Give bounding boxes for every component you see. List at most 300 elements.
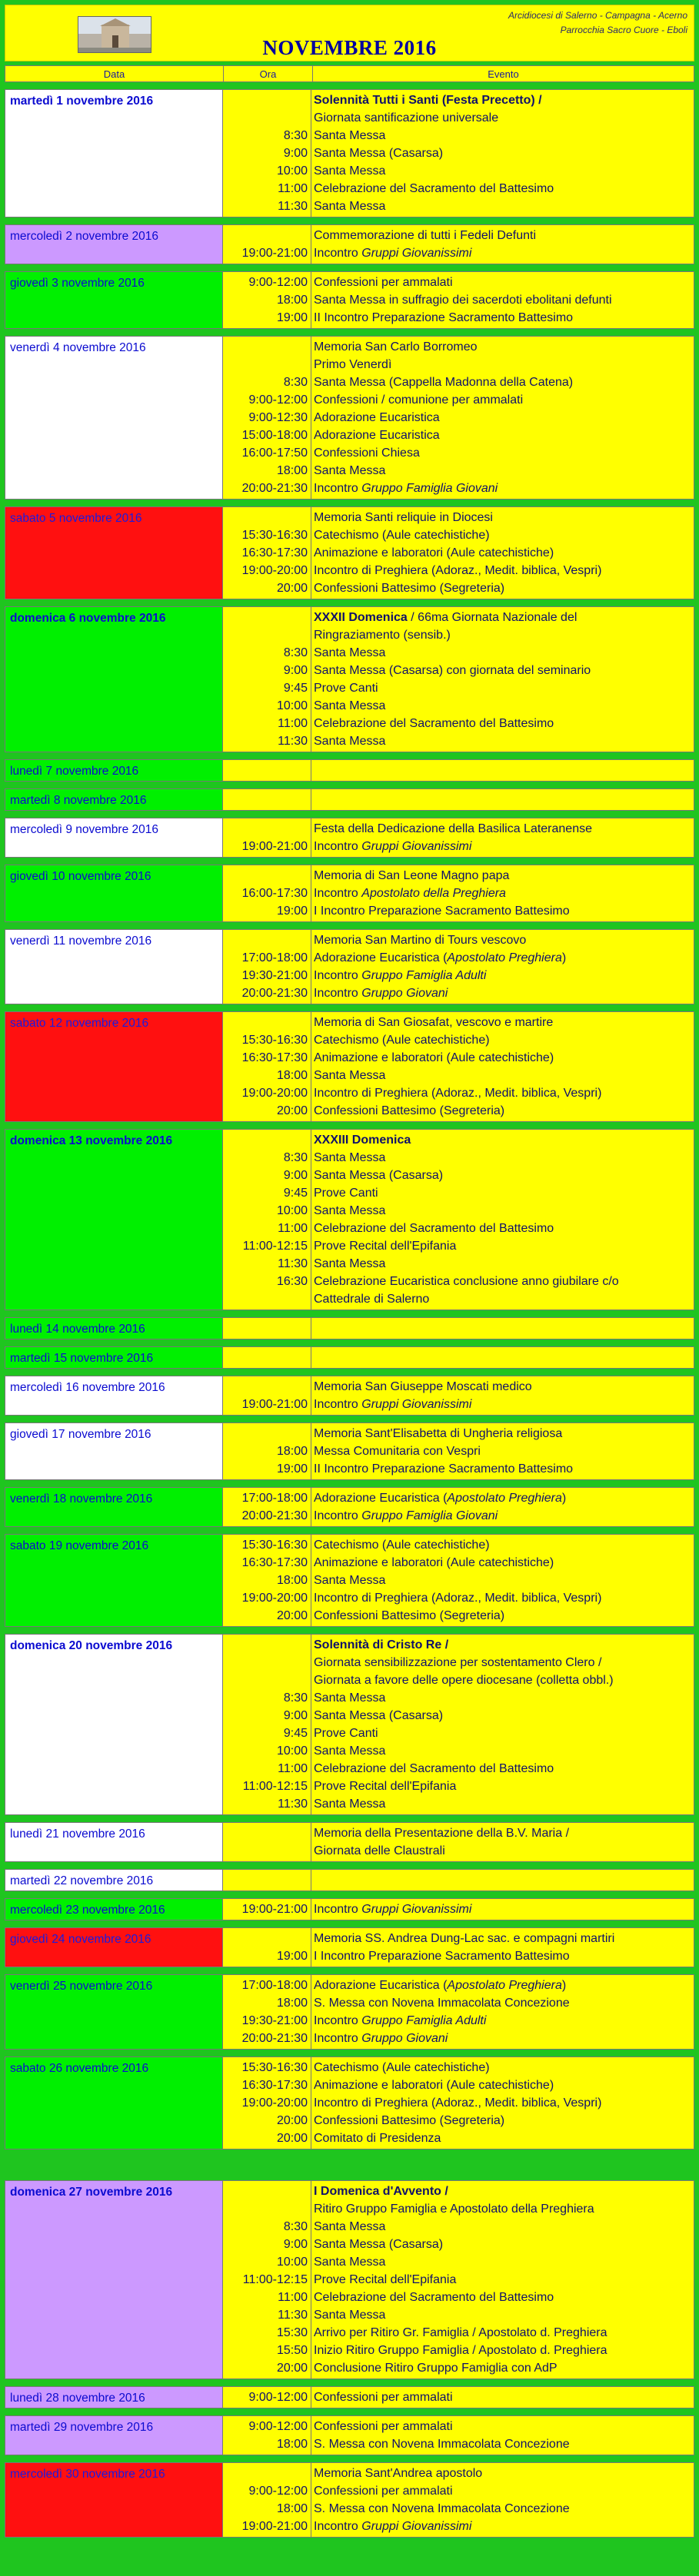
event-group-name: Gruppo Famiglia Adulti xyxy=(361,969,487,982)
day-row xyxy=(5,865,694,922)
event-time: 17:00-18:00 xyxy=(241,1492,308,1505)
day-date: domenica 27 novembre 2016 xyxy=(5,2181,223,2378)
event-description xyxy=(314,1589,694,1607)
day-events xyxy=(311,1318,694,1339)
event-description xyxy=(314,1255,694,1273)
event-time: 20:00-21:30 xyxy=(241,987,308,1000)
event-time: 9:00 xyxy=(283,664,308,677)
day-events xyxy=(311,1347,694,1368)
event-time xyxy=(223,867,308,885)
event-time: 11:00-12:15 xyxy=(242,1240,308,1253)
event-description xyxy=(314,1671,694,1689)
event-text: Memoria Sant'Andrea apostolo xyxy=(314,2467,483,2480)
event-description xyxy=(314,1489,694,1507)
event-text: II Incontro Preparazione Sacramento Battesimo xyxy=(314,1462,574,1476)
event-time: 8:30 xyxy=(283,2220,308,2233)
event-time: 9:00 xyxy=(283,1169,308,1182)
event-text: Celebrazione Eucaristica conclusione anno giubilare c/o xyxy=(314,1275,619,1288)
event-description xyxy=(314,1947,694,1965)
event-time xyxy=(223,227,308,244)
event-description-bold: XXXII Domenica xyxy=(314,611,408,624)
event-time: 15:30-16:30 xyxy=(241,1539,308,1552)
event-time: 9:45 xyxy=(283,1187,308,1200)
event-text: Prove Canti xyxy=(314,682,378,695)
event-text: Incontro xyxy=(314,969,362,982)
day-events xyxy=(311,225,694,264)
event-text: Santa Messa (Cappella Madonna della Catena) xyxy=(314,376,574,389)
event-description xyxy=(314,2253,694,2271)
day-times xyxy=(223,1975,311,2049)
event-time: 18:00 xyxy=(276,1574,308,1587)
event-text-suffix: ) xyxy=(561,951,567,964)
event-time: 11:00 xyxy=(278,717,308,730)
day-row xyxy=(5,606,694,752)
event-description xyxy=(314,2465,694,2482)
event-text: Santa Messa xyxy=(314,2220,386,2233)
day-times xyxy=(223,607,311,752)
event-description xyxy=(314,1636,694,1654)
event-description xyxy=(314,2059,694,2076)
event-time xyxy=(223,1842,308,1860)
event-time: 19:00-21:00 xyxy=(241,2520,308,2533)
event-group-name: Gruppo Giovani xyxy=(361,2032,448,2045)
event-description xyxy=(314,2482,694,2500)
day-events xyxy=(311,1012,694,1121)
event-description xyxy=(314,1607,694,1625)
day-events xyxy=(311,930,694,1004)
event-time: 19:00 xyxy=(276,311,308,324)
event-time: 15:30-16:30 xyxy=(241,529,308,542)
day-times xyxy=(223,272,311,328)
day-date: giovedì 24 novembre 2016 xyxy=(5,1928,223,1967)
event-description xyxy=(314,544,694,562)
event-description xyxy=(314,356,694,373)
event-description xyxy=(314,2130,694,2147)
event-time xyxy=(223,509,308,526)
event-description xyxy=(314,2012,694,2030)
event-text: Confessioni Battesimo (Segreteria) xyxy=(314,2114,505,2127)
event-time: 16:00-17:50 xyxy=(241,446,308,460)
event-text: Confessioni per ammalati xyxy=(314,2420,453,2433)
event-text: Solennità Tutti i Santi (Festa Precetto) / xyxy=(314,94,542,107)
event-description xyxy=(314,1871,694,1889)
event-description xyxy=(314,867,694,885)
event-description xyxy=(314,2289,694,2306)
event-description xyxy=(314,2200,694,2218)
event-text-suffix: ) xyxy=(561,1979,567,1992)
event-time: 15:30-16:30 xyxy=(241,2061,308,2074)
event-text: Santa Messa (Casarsa) xyxy=(314,147,444,160)
event-time: 15:50 xyxy=(276,2344,308,2357)
event-time xyxy=(223,931,308,949)
event-text: XXXIII Domenica xyxy=(314,1134,411,1147)
event-description xyxy=(314,1067,694,1084)
event-text: Animazione e laboratori (Aule catechistiche) xyxy=(314,1051,554,1064)
event-text: Confessioni Battesimo (Segreteria) xyxy=(314,1104,505,1117)
day-date: venerdì 18 novembre 2016 xyxy=(5,1488,223,1526)
event-description xyxy=(314,1930,694,1947)
event-group-name: Gruppi Giovanissimi xyxy=(361,247,472,260)
event-time: 11:30 xyxy=(278,1798,308,1811)
day-events xyxy=(311,1488,694,1526)
event-description xyxy=(314,2324,694,2342)
event-description xyxy=(314,2342,694,2359)
event-description xyxy=(314,2518,694,2535)
event-text: Giornata a favore delle opere diocesane (colletta obbl.) xyxy=(314,1674,614,1687)
day-times xyxy=(223,2463,311,2537)
event-time xyxy=(223,1654,308,1671)
event-text: Festa della Dedicazione della Basilica Lateranense xyxy=(314,822,592,835)
event-text: Incontro xyxy=(314,1509,362,1522)
event-time: 11:00 xyxy=(278,2291,308,2304)
event-text: Catechismo (Aule catechistiche) xyxy=(314,1539,490,1552)
event-text: Celebrazione del Sacramento del Battesimo xyxy=(314,1222,554,1235)
day-events xyxy=(311,1928,694,1967)
event-time: 18:00 xyxy=(276,1997,308,2010)
event-description xyxy=(314,2236,694,2253)
event-description xyxy=(314,338,694,356)
day-date: sabato 19 novembre 2016 xyxy=(5,1535,223,1626)
day-date: martedì 29 novembre 2016 xyxy=(5,2416,223,2455)
day-times xyxy=(223,1488,311,1526)
event-text: S. Messa con Novena Immacolata Concezione xyxy=(314,2502,570,2515)
event-description xyxy=(314,1824,694,1842)
event-description xyxy=(314,91,694,109)
event-time: 20:00 xyxy=(276,2362,308,2375)
day-events xyxy=(311,789,694,810)
event-time: 20:00-21:30 xyxy=(241,1509,308,1522)
day-date: mercoledì 30 novembre 2016 xyxy=(5,2463,223,2537)
event-time: 11:00 xyxy=(278,1762,308,1775)
event-text: Adorazione Eucaristica ( xyxy=(314,951,448,964)
day-events xyxy=(311,2387,694,2408)
event-time: 9:00-12:00 xyxy=(248,2391,308,2404)
day-row xyxy=(5,224,694,264)
event-text: Memoria di San Giosafat, vescovo e martire xyxy=(314,1016,554,1029)
event-text: Memoria di San Leone Magno papa xyxy=(314,869,510,882)
event-text: Incontro xyxy=(314,840,362,853)
day-events xyxy=(311,272,694,328)
event-group-name: Gruppi Giovanissimi xyxy=(361,840,472,853)
event-text: Adorazione Eucaristica xyxy=(314,411,440,424)
day-times xyxy=(223,1318,311,1339)
event-time: 17:00-18:00 xyxy=(241,1979,308,1992)
event-description xyxy=(314,1167,694,1184)
event-text: Santa Messa xyxy=(314,1204,386,1217)
event-time: 10:00 xyxy=(276,2256,308,2269)
event-description xyxy=(314,1084,694,1102)
event-description xyxy=(314,2218,694,2236)
day-date: martedì 1 novembre 2016 xyxy=(5,90,223,217)
day-events xyxy=(311,1130,694,1310)
event-description xyxy=(314,1290,694,1308)
event-description xyxy=(314,838,694,855)
event-text: Celebrazione del Sacramento del Battesimo xyxy=(314,2291,554,2304)
day-times xyxy=(223,1823,311,1861)
event-time xyxy=(223,2200,308,2218)
event-time: 9:00 xyxy=(283,2238,308,2251)
event-time: 16:30 xyxy=(276,1275,308,1288)
event-time: 9:45 xyxy=(283,682,308,695)
event-text: Comitato di Presidenza xyxy=(314,2132,441,2145)
event-description xyxy=(314,2388,694,2406)
event-description xyxy=(314,1900,694,1918)
event-description xyxy=(314,967,694,984)
event-description xyxy=(314,1725,694,1742)
day-row xyxy=(5,1534,694,1627)
event-description xyxy=(314,2359,694,2377)
event-text: Adorazione Eucaristica ( xyxy=(314,1979,448,1992)
event-text: Incontro xyxy=(314,987,362,1000)
event-text: Memoria San Carlo Borromeo xyxy=(314,340,478,354)
event-description xyxy=(314,902,694,920)
event-text: Prove Recital dell'Epifania xyxy=(314,1780,457,1793)
event-time: 11:30 xyxy=(278,200,308,213)
event-text: Incontro di Preghiera (Adoraz., Medit. biblica, Vespri) xyxy=(314,1592,602,1605)
event-text: Memoria San Martino di Tours vescovo xyxy=(314,934,527,947)
event-description xyxy=(314,427,694,444)
event-time xyxy=(223,1378,308,1396)
day-events xyxy=(311,1899,694,1920)
table-header xyxy=(5,65,694,82)
day-row xyxy=(5,2386,694,2408)
event-text: Confessioni per ammalati xyxy=(314,2485,453,2498)
event-text: Memoria SS. Andrea Dung-Lac sac. e compagni martiri xyxy=(314,1932,615,1945)
event-description xyxy=(314,1977,694,1994)
event-time xyxy=(223,356,308,373)
day-events xyxy=(311,2463,694,2537)
day-date: mercoledì 9 novembre 2016 xyxy=(5,818,223,857)
day-events xyxy=(311,865,694,921)
day-date: sabato 26 novembre 2016 xyxy=(5,2057,223,2149)
event-description xyxy=(314,931,694,949)
day-row xyxy=(5,1822,694,1862)
day-times xyxy=(223,818,311,857)
event-text: Incontro xyxy=(314,1398,362,1411)
day-date: mercoledì 23 novembre 2016 xyxy=(5,1899,223,1920)
day-row xyxy=(5,2462,694,2538)
event-description xyxy=(314,291,694,309)
event-description xyxy=(314,1237,694,1255)
day-date: giovedì 17 novembre 2016 xyxy=(5,1423,223,1479)
event-text: Santa Messa xyxy=(314,464,386,477)
day-date: martedì 15 novembre 2016 xyxy=(5,1347,223,1368)
day-events xyxy=(311,818,694,857)
day-date: giovedì 3 novembre 2016 xyxy=(5,272,223,328)
day-date: venerdì 11 novembre 2016 xyxy=(5,930,223,1004)
event-time xyxy=(223,1290,308,1308)
column-header-time: Ora xyxy=(224,66,313,81)
event-time: 9:00-12:00 xyxy=(248,2420,308,2433)
event-text: Catechismo (Aule catechistiche) xyxy=(314,529,490,542)
day-events xyxy=(311,1975,694,2049)
event-text: Prove Recital dell'Epifania xyxy=(314,1240,457,1253)
day-row xyxy=(5,929,694,1004)
event-time: 20:00 xyxy=(276,1609,308,1622)
day-date: martedì 22 novembre 2016 xyxy=(5,1870,223,1891)
day-row xyxy=(5,1317,694,1339)
event-time: 18:00 xyxy=(276,2438,308,2451)
event-text: Giornata santificazione universale xyxy=(314,111,499,124)
day-date: martedì 8 novembre 2016 xyxy=(5,789,223,810)
event-text: Incontro xyxy=(314,247,362,260)
event-text: Confessioni per ammalati xyxy=(314,276,453,289)
event-time: 19:30-21:00 xyxy=(241,969,308,982)
event-text: Santa Messa (Casarsa) con giornata del seminario xyxy=(314,664,591,677)
event-description xyxy=(314,2418,694,2435)
calendar-header xyxy=(5,5,694,61)
event-description xyxy=(314,409,694,427)
event-time: 8:30 xyxy=(283,646,308,659)
event-text: Incontro xyxy=(314,887,362,900)
event-time: 19:00-21:00 xyxy=(241,1398,308,1411)
event-description xyxy=(314,1220,694,1237)
event-text: Messa Comunitaria con Vespri xyxy=(314,1445,481,1458)
event-time: 20:00-21:30 xyxy=(241,2032,308,2045)
event-text: Confessioni per ammalati xyxy=(314,2391,453,2404)
event-time: 8:30 xyxy=(283,1691,308,1705)
event-time: 17:00-18:00 xyxy=(241,951,308,964)
event-text: Incontro xyxy=(314,482,362,495)
event-text: Adorazione Eucaristica xyxy=(314,429,440,442)
event-description xyxy=(314,1131,694,1149)
event-time: 15:30-16:30 xyxy=(241,1034,308,1047)
event-group-name: Apostolato Preghiera xyxy=(447,951,562,964)
event-description xyxy=(314,820,694,838)
day-events xyxy=(311,337,694,499)
event-description xyxy=(314,1689,694,1707)
day-times xyxy=(223,1899,311,1920)
event-text: I Incontro Preparazione Sacramento Battesimo xyxy=(314,1950,570,1963)
event-text: Santa Messa xyxy=(314,1798,386,1811)
day-times xyxy=(223,1130,311,1310)
event-time xyxy=(223,626,308,644)
event-time xyxy=(223,2465,308,2482)
event-group-name: Gruppo Famiglia Giovani xyxy=(361,482,498,495)
day-events xyxy=(311,1535,694,1626)
event-text: Confessioni / comunione per ammalati xyxy=(314,393,524,407)
column-header-event: Evento xyxy=(488,68,519,80)
day-date: mercoledì 16 novembre 2016 xyxy=(5,1376,223,1415)
day-times xyxy=(223,1347,311,1368)
day-row xyxy=(5,1869,694,1891)
day-row xyxy=(5,1898,694,1920)
event-description xyxy=(314,1049,694,1067)
event-time xyxy=(223,338,308,356)
event-description xyxy=(314,526,694,544)
event-description xyxy=(314,274,694,291)
event-description xyxy=(314,1707,694,1725)
event-time: 19:00-20:00 xyxy=(241,1087,308,1100)
event-text: Memoria San Giuseppe Moscati medico xyxy=(314,1380,532,1393)
event-description xyxy=(314,2076,694,2094)
day-date: venerdì 4 novembre 2016 xyxy=(5,337,223,499)
event-description xyxy=(314,1378,694,1396)
event-text: Santa Messa (Casarsa) xyxy=(314,1169,444,1182)
event-time: 15:00-18:00 xyxy=(241,429,308,442)
event-time: 9:45 xyxy=(283,1727,308,1740)
event-time xyxy=(223,1425,308,1442)
event-time: 16:30-17:30 xyxy=(241,2079,308,2092)
event-text: S. Messa con Novena Immacolata Concezione xyxy=(314,2438,570,2451)
day-row xyxy=(5,271,694,329)
day-events xyxy=(311,2181,694,2378)
event-time: 11:00 xyxy=(278,182,308,195)
event-description xyxy=(314,1202,694,1220)
event-text: Santa Messa xyxy=(314,2256,386,2269)
day-events xyxy=(311,507,694,599)
event-description xyxy=(314,2306,694,2324)
event-description xyxy=(314,715,694,732)
day-times xyxy=(223,1870,311,1891)
event-text: Cattedrale di Salerno xyxy=(314,1293,430,1306)
day-times xyxy=(223,1423,311,1479)
event-time: 19:00-21:00 xyxy=(241,247,308,260)
event-time: 18:00 xyxy=(276,294,308,307)
day-date: domenica 20 novembre 2016 xyxy=(5,1635,223,1814)
event-text: Santa Messa (Casarsa) xyxy=(314,1709,444,1722)
event-time: 8:30 xyxy=(283,1151,308,1164)
event-description xyxy=(314,480,694,497)
event-description xyxy=(314,180,694,198)
event-description xyxy=(314,109,694,127)
day-row xyxy=(5,2415,694,2455)
event-time: 19:00-20:00 xyxy=(241,1592,308,1605)
event-description xyxy=(314,1778,694,1795)
event-description xyxy=(314,2435,694,2453)
day-events xyxy=(311,760,694,781)
event-text: Inizio Ritiro Gruppo Famiglia / Apostolato d. Preghiera xyxy=(314,2344,607,2357)
event-time: 19:00-20:00 xyxy=(241,2096,308,2110)
event-time: 19:00 xyxy=(276,1950,308,1963)
event-description xyxy=(314,227,694,244)
day-times xyxy=(223,865,311,921)
event-text: Memoria della Presentazione della B.V. Maria / xyxy=(314,1827,570,1840)
event-description xyxy=(314,1031,694,1049)
event-text: Catechismo (Aule catechistiche) xyxy=(314,2061,490,2074)
event-group-name: Apostolato Preghiera xyxy=(447,1492,562,1505)
event-text: Santa Messa xyxy=(314,129,386,142)
event-time: 10:00 xyxy=(276,1744,308,1758)
day-row xyxy=(5,1346,694,1369)
day-events xyxy=(311,1870,694,1891)
day-times xyxy=(223,1376,311,1415)
day-date: sabato 5 novembre 2016 xyxy=(5,507,223,599)
event-description xyxy=(314,1320,694,1337)
event-text: Conclusione Ritiro Gruppo Famiglia con AdP xyxy=(314,2362,558,2375)
event-description xyxy=(314,309,694,327)
event-time: 20:00 xyxy=(276,1104,308,1117)
diocese-name: Arcidiocesi di Salerno - Campagna - Acerno xyxy=(508,10,687,21)
event-description xyxy=(314,1425,694,1442)
event-time: 19:00 xyxy=(276,905,308,918)
event-time: 19:00-20:00 xyxy=(241,564,308,577)
event-text: Confessioni Battesimo (Segreteria) xyxy=(314,1609,505,1622)
event-time xyxy=(223,1349,308,1366)
day-times xyxy=(223,1635,311,1814)
organization-info xyxy=(508,8,687,38)
day-events xyxy=(311,2057,694,2149)
event-description xyxy=(314,2271,694,2289)
event-text: Ritiro Gruppo Famiglia e Apostolato della Preghiera xyxy=(314,2203,594,2216)
event-text: Santa Messa xyxy=(314,2309,386,2322)
event-description xyxy=(314,198,694,215)
event-description xyxy=(314,1014,694,1031)
event-time xyxy=(223,1320,308,1337)
event-description xyxy=(314,1184,694,1202)
event-description xyxy=(314,762,694,779)
event-time: 11:00-12:15 xyxy=(242,2273,308,2286)
